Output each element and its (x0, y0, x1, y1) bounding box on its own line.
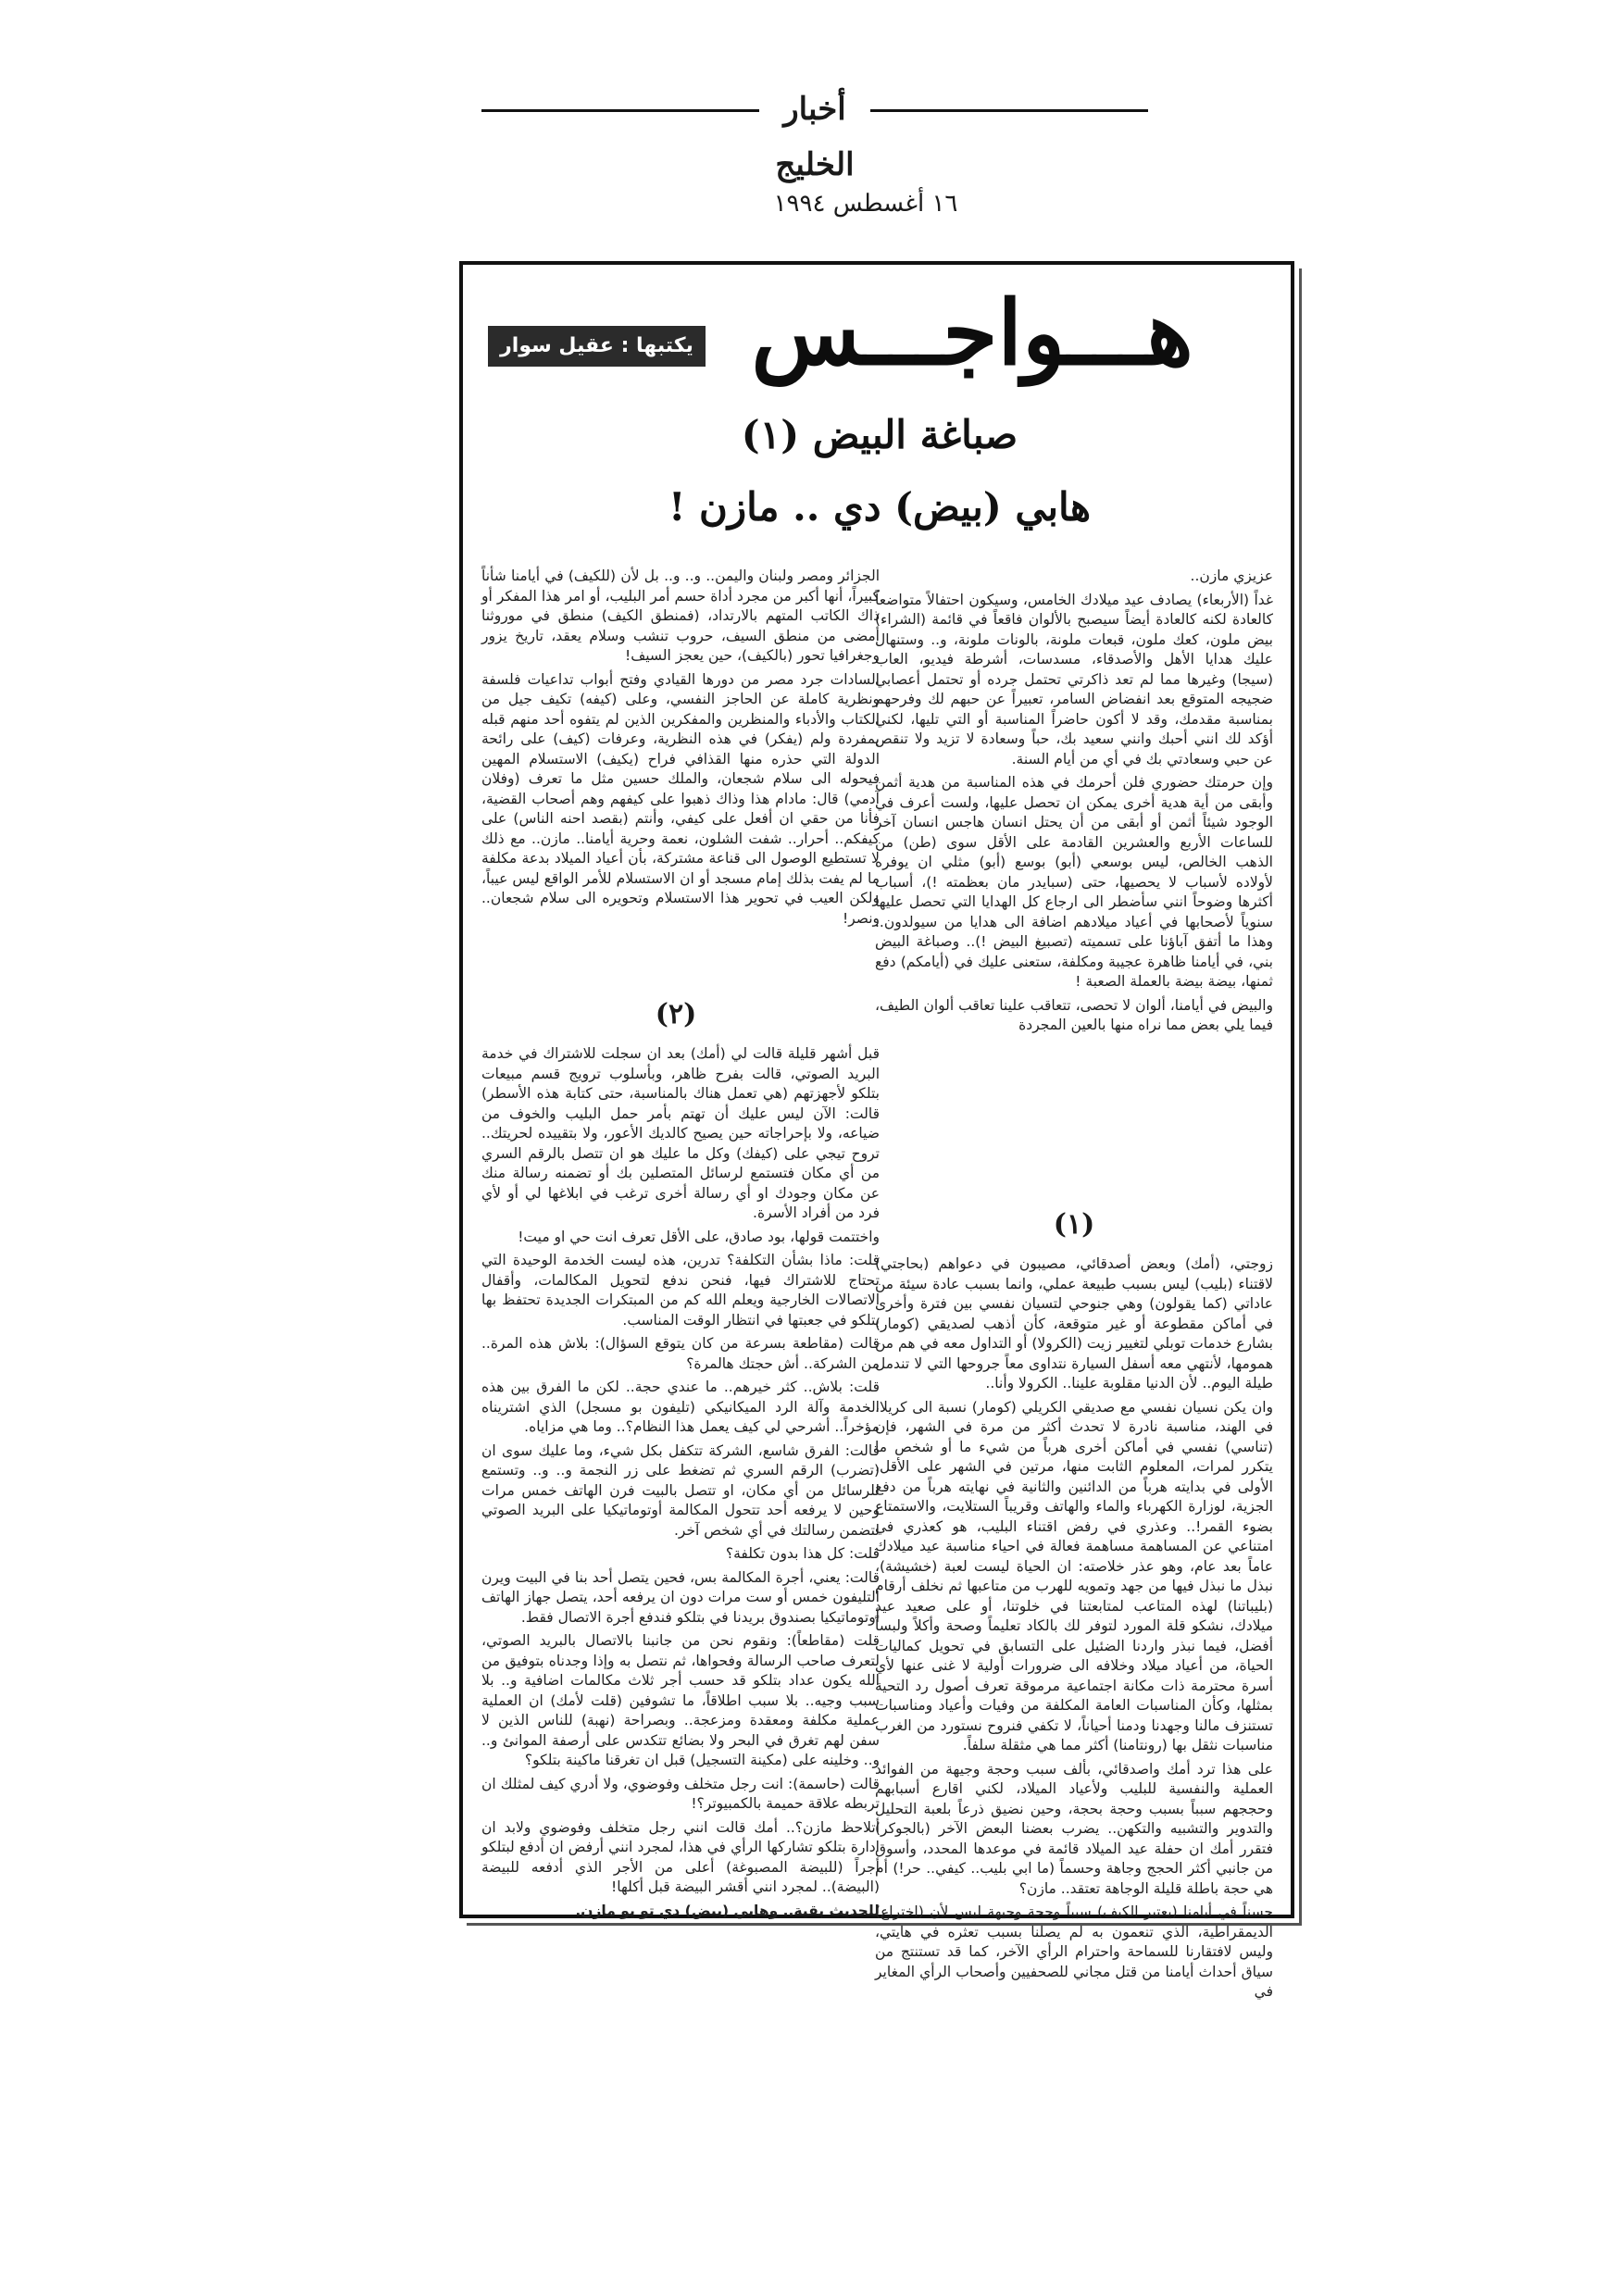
masthead-rule-right (870, 109, 1148, 112)
paragraph: عزيزي مازن.. (1190, 568, 1273, 584)
paragraph: أتلاحظ مازن؟.. أمك قالت انني رجل متخلف وفوضوي ولابد ان ادارة بتلكو تشاركها الرأي في هذا، لمجرد انني أرفض ان أدفع لبتلكو أجراً (للبيضة المصبوغة) أعلى من الأجر الذي أدفعه للبيضة (البيضة).. لمجرد انني أقشر البيضة قبل أكلها! (481, 1818, 880, 1895)
paragraph: غداً (الأربعاء) يصادف عيد ميلادك الخامس، وسيكون احتفالاً متواضعاً كالعادة لكنه كالعادة أيضاً سيصبح بالألوان فاقعاً في قائمة (الشراء) بيض ملون، كعك ملون، قبعات ملونة، بالونات ملونة، و.. وستنهال عليك هدايا الأهل والأصدقاء، مسدسات، أشرطة فيديو، العاب (سيجا) وغيرها مما لم تعد ذاكرتي تحتمل جرده أو تحتمل أعصابي ضجيجه المتوقع بعد انفضاض السامر، تعبيراً عن حبهم لك وفرحهم بمناسبة مقدمك، وقد لا أكون حاضراً المناسبة أو التي تليها، لكني أؤكد لك انني أحبك وانني سعيد بك، حباً وسعادة لا تزيد ولا تنقص عن حبي وسعادتي بك في أي من أيام السنة. (875, 591, 1273, 767)
paragraph: قالت (حاسمة): انت رجل متخلف وفوضوي، ولا أدري كيف لمثلك ان تربطه علاقة حميمة بالكمبيوتر؟! (481, 1775, 880, 1812)
newspaper-masthead (481, 81, 1148, 183)
paragraph: قلت: ماذا بشأن التكلفة؟ تدرين، هذه ليست الخدمة الوحيدة التي تحتاج للاشتراك فيها، فنحن ندفع لتحويل المكالمات، وأقفال الاتصالات الخارجية ويعلم الله كم من المبتكرات الجديدة تحتفظ بها بتلكو في جعبتها في انتظار الوقت المناسب. (481, 1252, 880, 1329)
article-subheadline: هابي (بيض) دي .. مازن ! (668, 484, 1091, 530)
paragraph: الجزائر ومصر ولبنان واليمن.. و.. و.. بل لأن (للكيف) في أيامنا شأناً كبيراً، أنها أكبر من مجرد أداة حسم أمر البليب، أو امر هذا المفكر أو ذاك الكاتب المتهم بالارتداد، (فمنطق الكيف) منطق في موروثنا أمضى من منطق السيف، حروب تنشب وسلام يعقد، تاريخ يزور وجغرافيا تحور (بالكيف)، حين يعجز السيف! (481, 568, 880, 664)
paragraph: قالت (مقاطعة بسرعة من كان يتوقع السؤال): بلاش هذه المرة.. من الشركة.. أش حجتك هالمرة؟ (481, 1335, 880, 1372)
article-column-left-bottom (481, 1044, 880, 1919)
byline-badge: يكتبها : عقيل سوار (488, 326, 706, 367)
paragraph: وإن حرمتك حضوري فلن أحرمك في هذه المناسبة من هدية أثمن وأبقى من أية هدية أخرى يمكن ان تحصل عليها، ولست أعرف في الوجود شيئاً أثمن أو أبقى من أن يحتل انسان هاجس انسان آخر للساعات الأربع والعشرين القادمة على الأقل سوى (طن) من الذهب الخالص، ليس بوسعي (أبو) بوسع (أبو) مثلي ان يوفره لأولاده لأسباب لا يحصيها، حتى (سبايدر مان بعظمته !)، أسباب أكثرها وضوحاً انني سأضطر الى ارجاع كل الهدايا التي تحصل عليها سنوياً لأصحابها في أعياد ميلادهم اضافة الى هدايا من سيولدون.. وهذا ما أتفق آباؤنا على تسميته (تصبيغ البيض !).. وصباغة البيض بني، في أيامنا ظاهرة عجيبة ومكلفة، ستعنى عليك في (أيامكم) دفع ثمنها، بيضة بيضة بالعملة الصعبة ! (875, 774, 1273, 990)
article-signoff: للحديث بقية.. وهابي (بيض) دي تو يو مازن. (575, 1902, 880, 1919)
paragraph: قبل أشهر قليلة قالت لي (أمك) بعد ان سجلت للاشتراك في خدمة البريد الصوتي، قالت بفرح ظاهر، وبأسلوب ترويج قسم مبيعات بتلكو لأجهزتهم (هي تعمل هناك بالمناسبة، حتى كتابة هذه الأسطر) قالت: الآن ليس عليك أن تهتم بأمر حمل البليب والخوف من ضياعه، ولا بإحراجاته حين يصيح كالديك الأعور، ولا بتقييده لحريتك.. تروح تيجي على (كيفك) وكل ما عليك هو ان تتصل بالرقم السري من أي مكان فتستمع لرسائل المتصلين بك أو تضمنه رسالة منك عن مكان وجودك او أي رسالة أخرى ترغب في ابلاغها لي أو لأي فرد من أفراد الأسرة. (481, 1045, 880, 1221)
column-title: هـــواجـــس (751, 281, 1193, 385)
paragraph: قالت: الفرق شاسع، الشركة تتكفل بكل شيء، وما عليك سوى ان (تضرب) الرقم السري ثم تضغط على زر النجمة و.. و.. وتستمع للرسائل من أي مكان، او تتصل بالبيت فرن الهاتف خمس مرات وحين لا يرفعه أحد تتحول المكالمة أوتوماتيكيا على البريد الصوتي لتضمن رسالتك في أي شخص آخر. (481, 1441, 880, 1539)
article-column-right-top (875, 567, 1273, 1196)
paragraph: حسناً في أيامنا (يعتبر الكيف) سبباً وحجة وجيهة ليس لأن (اختراع) الديمقراطية، الذي تنعمون به لم يصلنا بسبب تعثره في هايتي، وليس لافتقارنا للسماحة واحترام الرأي الآخر، كما قد تستنتج من سياق أحداث أيامنا من قتل مجاني للصحفيين وأصحاب الرأي المغاير في (875, 1903, 1273, 2000)
issue-date: ١٦ أغسطس ١٩٩٤ (773, 190, 958, 218)
newspaper-name: أخبار الخليج (775, 91, 855, 183)
article-column-left-top (481, 567, 880, 974)
paragraph: قلت (مقاطعاً): ونقوم نحن من جانبنا بالاتصال بالبريد الصوتي، لتعرف صاحب الرسالة وفحواها، ثم نتصل به وإذا وجدناه بتوفيق من الله يكون عداد بتلكو قد حسب أجر ثلاث مكالمات اضافية و.. بلا سبب وجيه.. بلا سبب اطلاقاً، ما تشوفين (قلت لأمك) ان العملية عملية مكلفة ومعقدة ومزعجة.. وبصراحة (نهبة) للناس الذين لا سفن لهم تغرق في البحر ولا بضائع تتكدس على أرصفة الموانئ و.. و.. وخلينه على (مكينة التسجيل) قبل ان تغرقنا ماكينة بتلكو؟ (481, 1632, 880, 1768)
paragraph: قلت: كل هذا بدون تكلفة؟ (725, 1545, 880, 1562)
paragraph: على هذا ترد أمك واصدقائي، بألف سبب وحجة وجيهة من الفوائد العملية والنفسية للبليب ولأعياد الميلاد، لكني اقارع أسبابهم وحججهم سبباً بسبب وحجة بحجة، وحين نضيق ذرعاً بلعبة التحليل والتدوير والتشبيه والتكهن.. يضرب بعضنا البعض الآخر (بالجوكر) فتقرر أمك ان حفلة عيد الميلاد قائمة في موعدها المحدد، وأسوق من جانبي أكثر الحجج وجاهة وحسماً (ما ابي بليب.. كيفي.. حر!) أم هي حجة باطلة قليلة الوجاهة تعتقد.. مازن؟ (875, 1760, 1273, 1897)
paragraph: السادات جرد مصر من دورها القيادي وفتح أبواب تداعيات فلسفة ونظرية كاملة عن الحاجز النفسي، وعلى (كيفه) تكيف جيل من الكتاب والأدباء والمنظرين والمفكرين الذين لم يتفوه أحد منهم قبله بمفردة ولم (يفكر) في هذه النظرية، وعرفات (كيف) على رائحة الدولة التي حذره منها القذافي فراح (يكيف) الاستسلام المهين فيحوله الى سلام شجعان، والملك حسين مثل ما تعرف (وفلان آدمي) قال: مادام هذا وذاك ذهبوا على كيفهم وهم أصحاب القضية، فأنا من حقي ان أفعل على كيفي، وأنتم (بقصد احنه الناس) على كيفكم.. أحرار.. شفت الشلون، نعمة وحرية أيامنا.. مازن.. مع ذلك لا تستطيع الوصول الى قناعة مشتركة، بأن أعياد الميلاد بدعة مكلفة ما لم يفت بذلك إمام مسجد أو ان الاستسلام للأمر الواقع ليس عيباً، ولكن العيب في تحوير هذا الاستسلام وتحويره الى سلام شجعان.. ونصر! (481, 670, 880, 927)
section-number-1: (١) (1053, 1208, 1095, 1241)
article-headline: صباغة البيض (١) (741, 412, 1018, 457)
article-column-right-bottom (875, 1254, 1273, 2000)
paragraph: قلت: بلاش.. كثر خيرهم.. ما عندي حجة.. لكن ما الفرق بين هذه الخدمة وآلة الرد الميكانيكي (تليفون بو مسجل) الذي اشتريناه مؤخراً.. أشرحي لي كيف يعمل هذا النظام؟.. وما هي مزاياه. (481, 1379, 880, 1435)
paragraph: واختتمت قولها، بود صادق، على الأقل تعرف انت حي او ميت! (518, 1228, 880, 1245)
paragraph: زوجتي، (أمك) وبعض أصدقائي، مصيبون في دعواهم (بحاجتي) لاقتناء (بليب) ليس بسبب طبيعة عملي، وانما بسبب عادة سيئة من عاداتي (كما يقولون) وهي جنوحي لتسيان نفسي بين فترة وأخرى في أماكن مقطوعة أو غير متوقعة، كأن أذهب لصديقي (كومار) بشارع خدمات توبلي لتغيير زيت (الكرولا) أو التداول معه في هم من همومها، لأنتهي معه أسفل السيارة نتداوى معاً جروحها التي لا تندمل طيلة اليوم.. لأن الدنيا مقلوبة علينا.. الكرولا وأنا.. (875, 1255, 1273, 1391)
paragraph: قالت: يعني، أجرة المكالمة بس، فحين يتصل أحد بنا في البيت ويرن التليفون خمس أو ست مرات دون ان يرفعه أحد، يتصل جهاز الهاتف أوتوماتيكيا بصندوق بريدنا في بتلكو فندفع أجرة الاتصال فقط. (481, 1568, 880, 1626)
paragraph: والبيض في أيامنا، ألوان لا تحصى، تتعاقب علينا تعاقب ألوان الطيف، فيما يلي بعض مما نراه منها بالعين المجردة (875, 996, 1273, 1033)
section-number-2: (٢) (655, 998, 697, 1030)
paragraph: وان يكن نسيان نفسي مع صديقي الكريلي (كومار) نسبة الى كريلا، في الهند، مناسبة نادرة لا تحدث أكثر من مرة في الشهر، فإن (تناسي) نفسي في أماكن أخرى هرباً من شيء ما أو شخص ما يتكرر لمرات، المعلوم الثابت منها، مرتين في الشهر على الأقل، الأولى في بدايته هرباً من الدائنين والثانية في نهايته هرباً من دفع الجزية، لوزارة الكهرباء والماء والهاتف وقريباً الستلايت، والاستمتاع بضوء القمر!.. وعذري في رفض اقتناء البليب، هو كعذري في امتناعي عن المساهمة مساهمة فعالة في احياء مناسبة عيد ميلادك عاماً بعد عام، وهو عذر خلاصته: ان الحياة ليست لعبة (خشيشة)، نبذل ما نبذل فيها من جهد وتمويه للهرب من متاعبها ثم نخلف أرقام (بليباتنا) لهذه المتاعب لمتابعتنا في خلوتنا، أو على صعيد عيد ميلادك، نشكو قلة المورد لتوفر لك بالكاد تعليماً وصحة وأكلاً ولبساً أفضل، فيما نبذر واردنا الضئيل على التسابق في تحويل كماليات الحياة، من أعياد ميلاد وخلافه الى ضرورات أولية لا غنى عنها لأي أسرة محترمة ذات مكانة اجتماعية مرموقة تعرف أصول رد التحية بمثلها، وكأن المناسبات العامة المكلفة من وفيات وأعياد ومناسبات تستنزف مالنا وجهدنا ودمنا أحياناً، لا تكفي فنروح نستورد من الغرب مناسبات نثقل بها (رونتامنا) أكثر مما هي مثقلة سلفاً. (875, 1398, 1273, 1753)
masthead-rule-left (481, 109, 759, 112)
